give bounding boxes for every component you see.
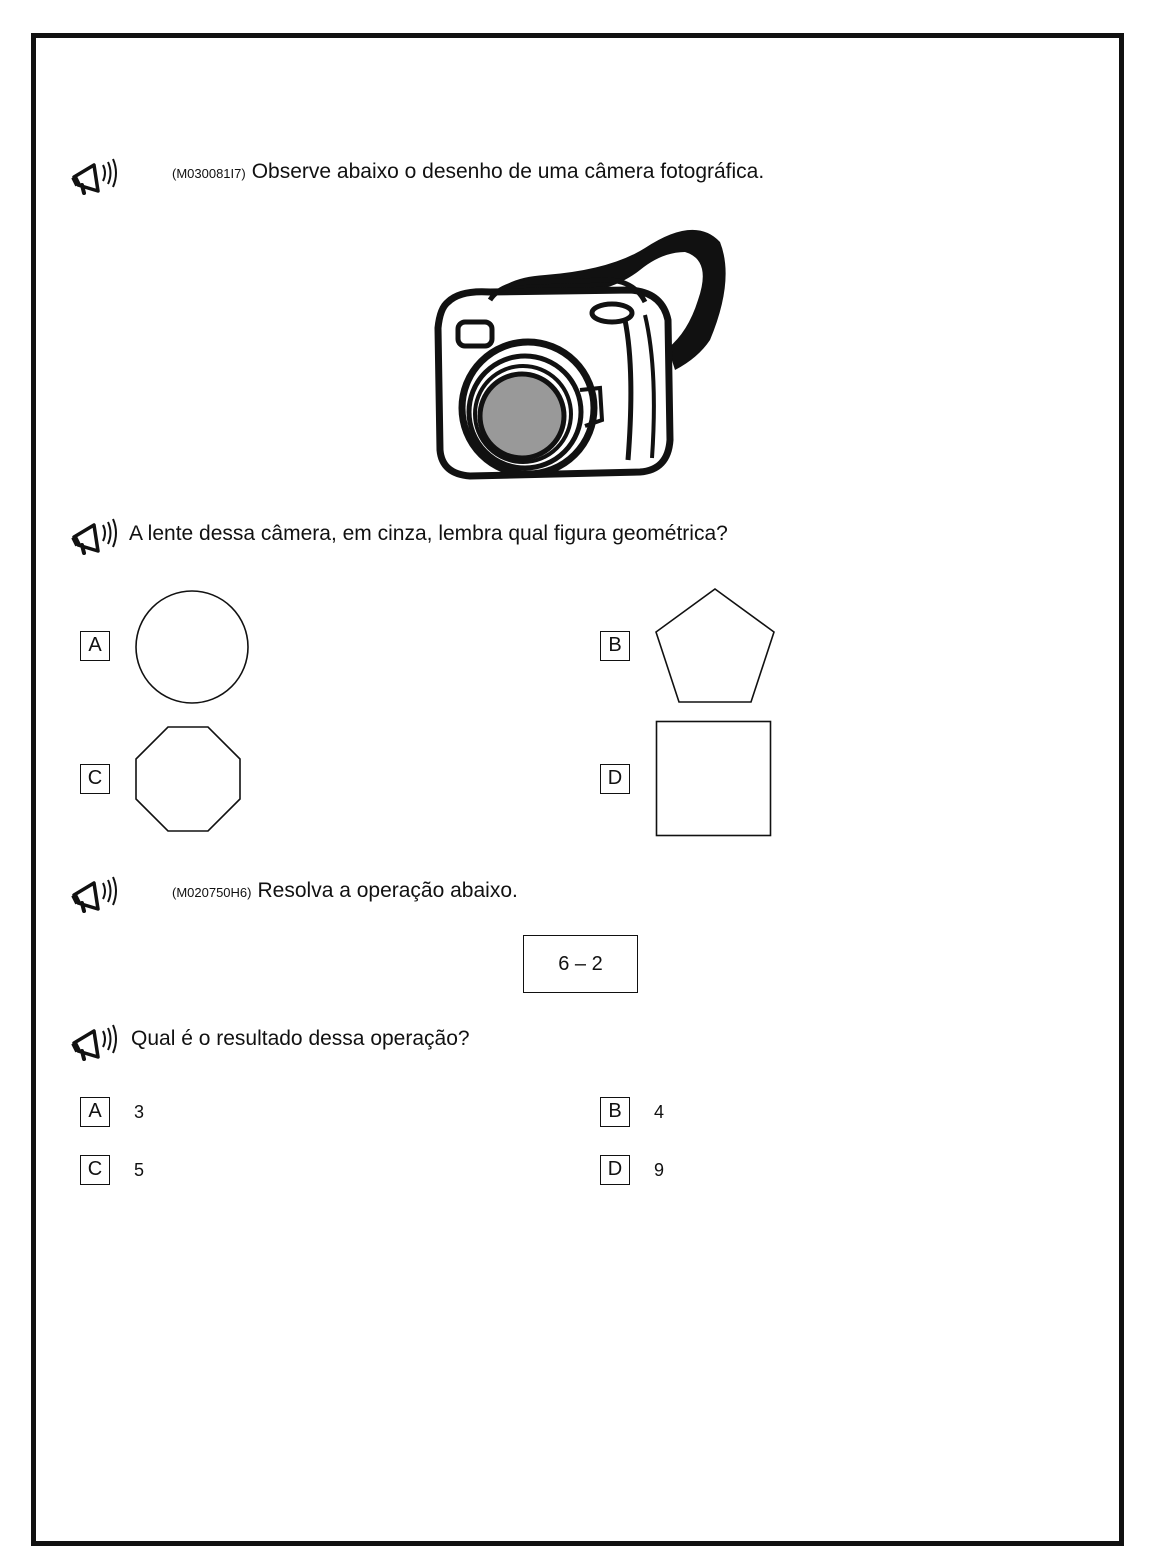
question-1-text: A lente dessa câmera, em cinza, lembra qual figura geométrica?: [129, 522, 728, 545]
question-code: (M030081I7): [172, 166, 246, 181]
megaphone-icon[interactable]: [70, 515, 122, 555]
square-icon[interactable]: [655, 720, 773, 838]
pentagon-icon[interactable]: [653, 587, 777, 705]
megaphone-icon[interactable]: [70, 155, 122, 195]
option-letter-d[interactable]: D: [600, 1155, 630, 1185]
option-letter-b[interactable]: B: [600, 1097, 630, 1127]
option-letter-a[interactable]: A: [80, 631, 110, 661]
option-letter-c[interactable]: C: [80, 1155, 110, 1185]
option-value-b: 4: [654, 1102, 665, 1122]
megaphone-icon[interactable]: [70, 1021, 122, 1061]
question-1-prompt: (M030081I7) Observe abaixo o desenho de uma câmera fotográfica.: [172, 160, 765, 183]
option-letter-c[interactable]: C: [80, 764, 110, 794]
circle-icon[interactable]: [133, 588, 251, 706]
option-value-a: 3: [134, 1102, 145, 1122]
option-letter-b[interactable]: B: [600, 631, 630, 661]
option-value-d: 9: [654, 1160, 665, 1180]
option-value-c: 5: [134, 1160, 145, 1180]
camera-drawing: [430, 220, 730, 482]
question-code: (M020750H6): [172, 885, 252, 900]
question-2-prompt: (M020750H6) Resolva a operação abaixo.: [172, 879, 518, 902]
megaphone-icon[interactable]: [70, 873, 122, 913]
option-letter-a[interactable]: A: [80, 1097, 110, 1127]
octagon-icon[interactable]: [134, 725, 242, 833]
question-2-text: Qual é o resultado dessa operação?: [131, 1027, 470, 1050]
operation-box: 6 – 2: [523, 935, 638, 993]
option-letter-d[interactable]: D: [600, 764, 630, 794]
